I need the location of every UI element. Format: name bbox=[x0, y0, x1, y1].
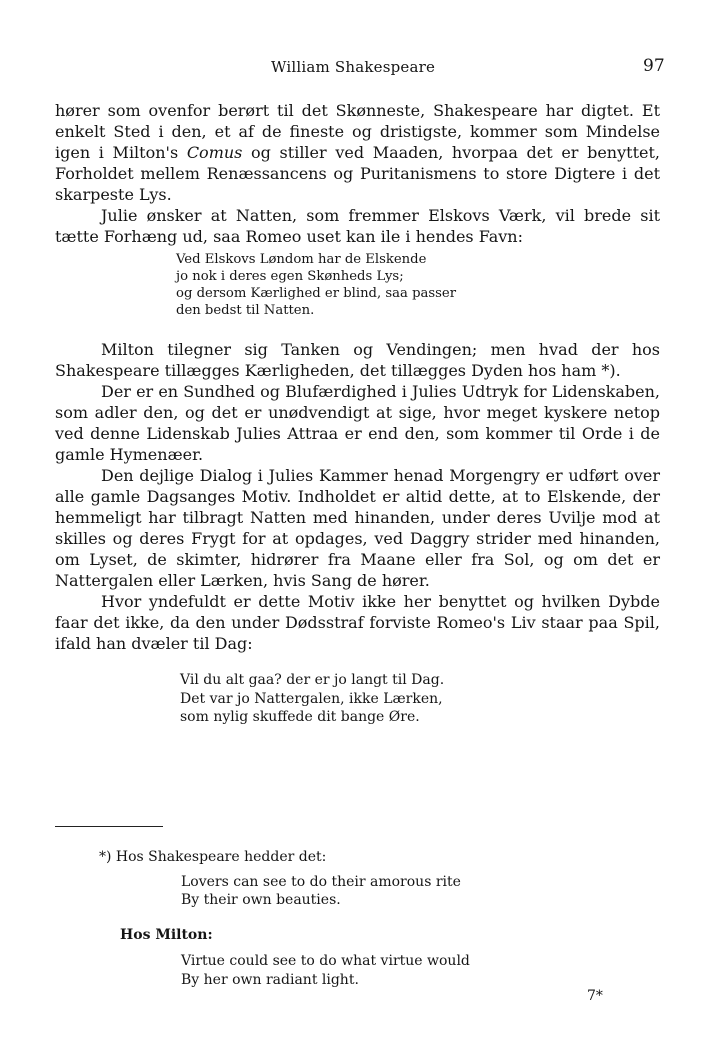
paragraph-6: Hvor yndefuldt er dette Motiv ikke her benyttet og hvilken Dybde faar det ikke, da den under Dødsstraf forviste Romeo's Liv staar paa Spil, ifald han dvæler til Dag: bbox=[55, 592, 660, 653]
verse-line: og dersom Kærlighed er blind, saa passer bbox=[176, 286, 457, 301]
verse-quote-1 bbox=[176, 251, 660, 319]
verse-line: Ved Elskovs Løndom har de Elskende bbox=[176, 252, 427, 267]
footnote-shakespeare-quote bbox=[181, 873, 660, 910]
verse-line: Det var jo Nattergalen, ikke Lærken, bbox=[180, 690, 443, 707]
paragraph-1-text-a: hører som ovenfor berørt til det Skønneste, Shakespeare har digtet. Et enkelt Sted i den, et af de fineste og dristigste, kommer som Mindelse igen i Milton's bbox=[55, 101, 660, 162]
body-text bbox=[55, 100, 660, 727]
paragraph-2: Julie ønsker at Natten, som fremmer Elskovs Værk, vil brede sit tætte Forhæng ud, saa Romeo uset kan ile i hendes Favn: bbox=[55, 206, 660, 246]
footnote-line: Virtue could see to do what virtue would bbox=[181, 953, 470, 969]
paragraph-4: Der er en Sundhed og Blufærdighed i Julies Udtryk for Lidenskaben, som adler den, og det er unødvendigt at sige, hvor meget kyskere netop ved denne Lidenskab Julies Attraa er end den, som kommer til Orde i de gamle Hymenæer. bbox=[55, 382, 660, 464]
page-number: 97 bbox=[643, 56, 665, 76]
verse-line: som nylig skuffede dit bange Øre. bbox=[180, 709, 420, 725]
paragraph-1 bbox=[55, 100, 660, 205]
footnote-intro: *) Hos Shakespeare hedder det: bbox=[99, 849, 327, 865]
footnote-line: By her own radiant light. bbox=[181, 971, 359, 988]
verse-line: jo nok i deres egen Skønheds Lys; bbox=[176, 269, 404, 284]
footnotes bbox=[55, 848, 660, 989]
verse-line: Vil du alt gaa? der er jo langt til Dag. bbox=[180, 672, 445, 688]
signature-mark: 7* bbox=[587, 988, 603, 1004]
running-header bbox=[0, 58, 712, 82]
paragraph-1-text-b: og stiller ved Maaden, hvorpaa det er benyttet, Forholdet mellem Renæssancens og Puritanismens to store Digtere i det skarpeste Lys. bbox=[55, 143, 660, 204]
verse-line: den bedst til Natten. bbox=[176, 303, 315, 318]
footnote-line: By their own beauties. bbox=[181, 892, 341, 908]
paragraph-3: Milton tilegner sig Tanken og Vendingen; men hvad der hos Shakespeare tillægges Kærligheden, det tillægges Dyden hos ham *). bbox=[55, 340, 660, 380]
paragraph-1-italic-title: Comus bbox=[186, 143, 243, 162]
verse-quote-2 bbox=[180, 671, 660, 727]
running-title: William Shakespeare bbox=[271, 58, 436, 76]
footnote-line: Lovers can see to do their amorous rite bbox=[181, 873, 461, 890]
footnote-milton-label: Hos Milton: bbox=[120, 926, 213, 943]
footnote-milton-quote bbox=[181, 952, 660, 989]
paragraph-5: Den dejlige Dialog i Julies Kammer henad Morgengry er udført over alle gamle Dagsanges Motiv. Indholdet er altid dette, at to Elskende, der hemmeligt har tilbragt Natten med hinanden, under deres Uvilje mod at skilles og deres Frygt for at opdages, ved Daggry strider med hinanden, om Lyset, de skimter, hidrører fra Maane eller fra Sol, og om det er Nattergalen eller Lærken, hvis Sang de hører. bbox=[55, 466, 660, 590]
footnote-rule bbox=[55, 826, 163, 827]
